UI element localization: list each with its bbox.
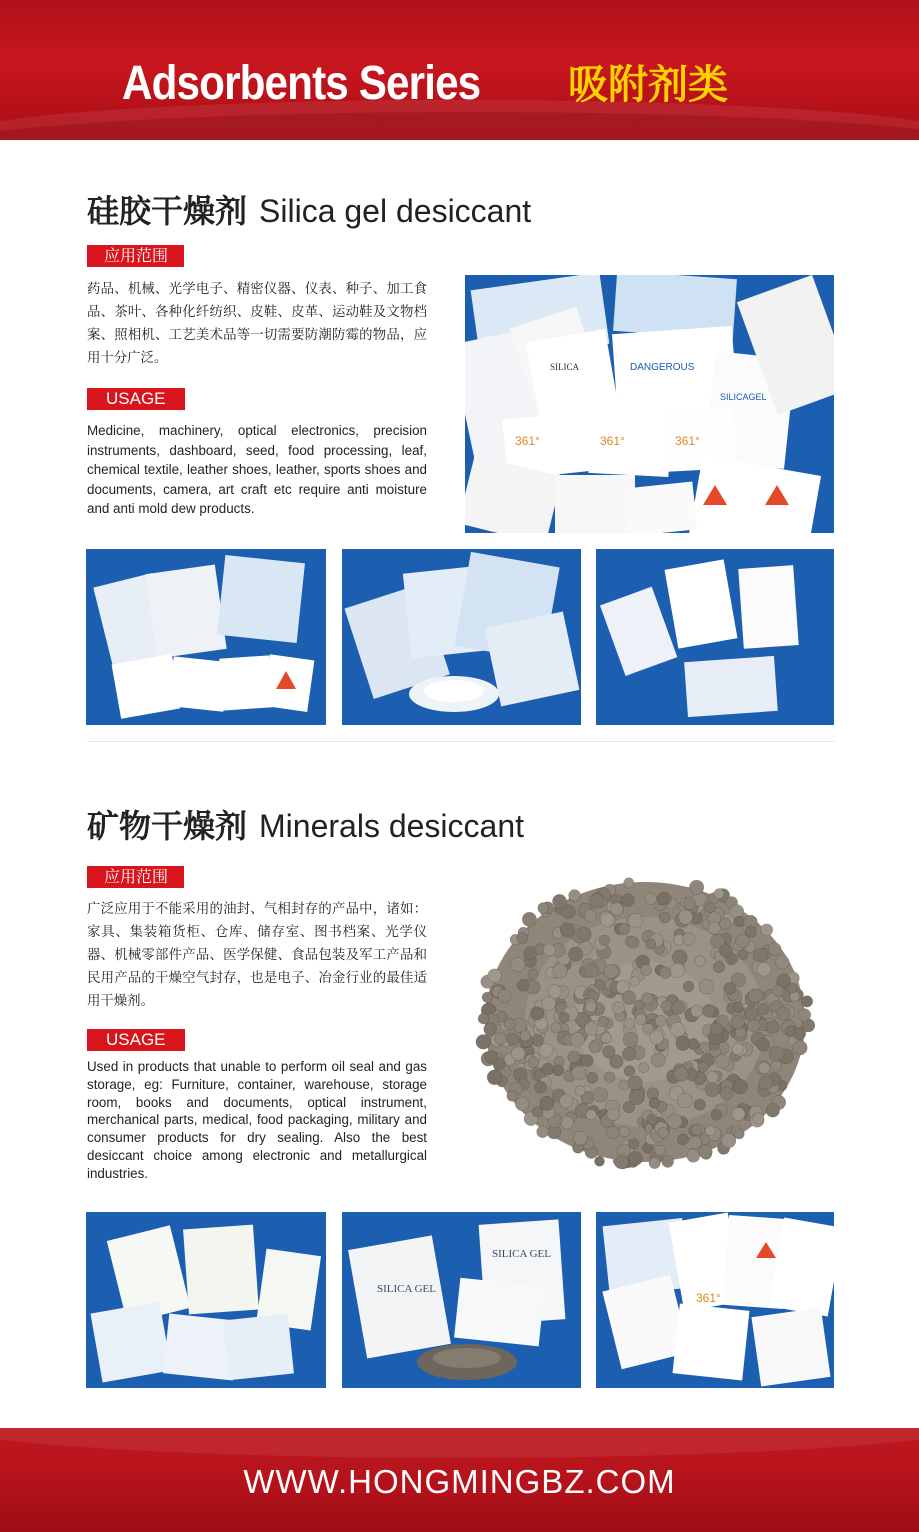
minerals-scope-tag: 应用范围 bbox=[87, 866, 184, 888]
clay-bead bbox=[711, 1110, 722, 1121]
clay-bead bbox=[766, 1021, 779, 1034]
svg-text:361°: 361° bbox=[600, 434, 625, 448]
clay-bead bbox=[604, 965, 618, 979]
clay-bead bbox=[570, 1033, 584, 1047]
clay-bead bbox=[644, 1024, 654, 1034]
clay-bead bbox=[777, 974, 790, 987]
clay-bead bbox=[599, 935, 610, 946]
clay-bead bbox=[627, 937, 639, 949]
clay-bead bbox=[659, 912, 670, 923]
clay-bead bbox=[478, 1013, 489, 1024]
clay-bead bbox=[695, 956, 706, 967]
clay-bead bbox=[747, 1019, 760, 1032]
clay-bead bbox=[661, 1000, 672, 1011]
svg-text:SILICA GEL: SILICA GEL bbox=[492, 1248, 551, 1260]
silica-usage-text: Medicine, machinery, optical electronics, precision instruments, dashboard, seed, food processing, leaf, chemical textile, leather shoes, leather, sports shoes and documents, camera, art craft etc require anti moisture and anti mold dew products. bbox=[87, 423, 427, 516]
clay-bead bbox=[623, 1032, 638, 1047]
svg-text:SILICA GEL: SILICA GEL bbox=[377, 1283, 436, 1295]
clay-bead bbox=[601, 1033, 612, 1044]
clay-bead bbox=[537, 1126, 549, 1138]
clay-bead bbox=[619, 1080, 629, 1090]
clay-bead bbox=[635, 1014, 646, 1025]
clay-bead bbox=[732, 1043, 744, 1055]
clay-bead bbox=[714, 889, 724, 899]
clay-bead bbox=[649, 1157, 660, 1168]
clay-bead bbox=[720, 1087, 733, 1100]
clay-bead bbox=[699, 1145, 713, 1159]
section-divider bbox=[87, 741, 834, 742]
clay-bead bbox=[539, 1044, 553, 1058]
clay-bead bbox=[757, 1038, 770, 1051]
clay-bead bbox=[560, 923, 574, 937]
clay-bead bbox=[568, 1051, 580, 1063]
clay-bead bbox=[595, 1156, 605, 1166]
clay-bead bbox=[670, 963, 685, 978]
clay-bead bbox=[572, 1066, 586, 1080]
minerals-section-title bbox=[87, 806, 524, 846]
clay-bead bbox=[624, 1066, 635, 1077]
clay-bead bbox=[485, 1050, 498, 1063]
clay-bead bbox=[641, 993, 653, 1005]
clay-bead bbox=[672, 1001, 685, 1014]
clay-bead bbox=[674, 1067, 688, 1081]
silica-title-en: Silica gel desiccant bbox=[259, 193, 532, 229]
clay-bead bbox=[724, 983, 736, 995]
clay-bead bbox=[768, 943, 781, 956]
clay-bead bbox=[569, 890, 581, 902]
clay-bead bbox=[607, 1126, 620, 1139]
svg-text:SILICA: SILICA bbox=[550, 362, 579, 372]
clay-bead bbox=[573, 1131, 587, 1145]
clay-bead bbox=[598, 1016, 609, 1027]
clay-bead bbox=[753, 948, 767, 962]
clay-bead bbox=[651, 1053, 665, 1067]
clay-bead bbox=[670, 1022, 685, 1037]
clay-bead bbox=[694, 1099, 705, 1110]
clay-bead bbox=[655, 1015, 666, 1026]
clay-bead bbox=[640, 964, 651, 975]
green-print-desiccant-bags-photo bbox=[86, 1212, 326, 1388]
clay-bead bbox=[621, 894, 634, 907]
clay-bead bbox=[705, 1083, 719, 1097]
clay-bead bbox=[600, 913, 614, 927]
clay-bead bbox=[687, 1149, 700, 1162]
clay-bead bbox=[540, 1096, 554, 1110]
clay-bead bbox=[614, 1155, 628, 1169]
clay-bead bbox=[672, 950, 687, 965]
clay-bead bbox=[761, 924, 773, 936]
clay-bead bbox=[647, 1114, 657, 1124]
clay-bead bbox=[517, 933, 528, 944]
clay-bead bbox=[683, 981, 694, 992]
clay-bead bbox=[559, 1012, 569, 1022]
clay-bead bbox=[507, 1033, 520, 1046]
clay-bead bbox=[585, 1002, 596, 1013]
silica-scope-text: 药品、机械、光学电子、精密仪器、仪表、种子、加工食品、茶叶、各种化纤纺织、皮鞋、皮革、运动鞋及文物档案、照相机、工艺美术品等一切需要防潮防霉的物品，应用十分广泛。 bbox=[87, 282, 427, 366]
mineral-clay-beads-photo bbox=[465, 862, 834, 1182]
clay-bead bbox=[733, 1003, 743, 1013]
clay-bead bbox=[716, 1054, 730, 1068]
clay-bead bbox=[532, 1035, 544, 1047]
clay-bead bbox=[511, 1047, 525, 1061]
clay-bead bbox=[731, 1016, 745, 1030]
clay-bead bbox=[581, 1055, 593, 1067]
clay-bead bbox=[734, 916, 744, 926]
clay-bead bbox=[630, 976, 640, 986]
clay-bead bbox=[732, 1108, 745, 1121]
clay-bead bbox=[543, 944, 555, 956]
clay-bead bbox=[766, 1104, 780, 1118]
clay-bead bbox=[482, 992, 492, 1002]
clay-bead bbox=[689, 1136, 702, 1149]
clay-bead bbox=[575, 1086, 585, 1096]
clay-bead bbox=[753, 1113, 764, 1124]
clay-bead bbox=[578, 928, 591, 941]
clay-bead bbox=[538, 903, 549, 914]
clay-bead bbox=[769, 1046, 784, 1061]
clay-bead bbox=[759, 1076, 773, 1090]
silica-gel-beads-photo bbox=[342, 549, 581, 725]
clay-bead bbox=[708, 922, 720, 934]
clay-bead bbox=[677, 1093, 692, 1108]
clay-bead bbox=[535, 1081, 547, 1093]
clay-bead bbox=[667, 1114, 682, 1129]
clay-bead bbox=[542, 997, 556, 1011]
clay-bead bbox=[655, 1145, 666, 1156]
clay-bead bbox=[517, 980, 529, 992]
clay-bead bbox=[689, 880, 703, 894]
footer-arc-decoration bbox=[0, 1428, 919, 1458]
white-desiccant-pouches-photo bbox=[596, 549, 834, 725]
clay-bead bbox=[531, 1007, 544, 1020]
clay-bead bbox=[495, 1033, 507, 1045]
clay-bead bbox=[629, 1090, 644, 1105]
clay-bead bbox=[619, 1126, 630, 1137]
clay-bead bbox=[639, 1063, 649, 1073]
clay-bead bbox=[510, 957, 525, 972]
clay-bead bbox=[612, 1002, 625, 1015]
clay-bead bbox=[487, 1070, 502, 1085]
clay-bead bbox=[691, 1005, 703, 1017]
clay-bead bbox=[584, 963, 598, 977]
clay-bead bbox=[624, 878, 634, 888]
clay-bead bbox=[679, 910, 693, 924]
svg-text:361°: 361° bbox=[696, 1291, 721, 1305]
clay-bead bbox=[542, 1063, 554, 1075]
silica-usage-tag: USAGE bbox=[87, 388, 185, 410]
clay-bead bbox=[721, 1133, 736, 1148]
clay-bead bbox=[793, 1027, 805, 1039]
clay-bead bbox=[507, 1091, 518, 1102]
clay-bead bbox=[520, 1030, 531, 1041]
page-title: Adsorbents Series bbox=[122, 57, 481, 110]
clay-bead bbox=[777, 1007, 790, 1020]
clay-bead bbox=[734, 1129, 744, 1139]
clay-bead bbox=[629, 1139, 639, 1149]
clay-bead bbox=[662, 1156, 674, 1168]
silica-scope-tag: 应用范围 bbox=[87, 245, 184, 267]
svg-text:361°: 361° bbox=[675, 434, 700, 448]
clay-bead bbox=[584, 910, 596, 922]
clay-bead bbox=[649, 1098, 660, 1109]
clay-bead bbox=[553, 894, 567, 908]
clay-bead bbox=[559, 1094, 573, 1108]
clay-bead bbox=[645, 893, 657, 905]
clay-bead bbox=[719, 944, 732, 957]
clay-bead bbox=[682, 933, 695, 946]
clay-bead bbox=[607, 1108, 620, 1121]
clay-bead bbox=[528, 969, 538, 979]
clay-bead bbox=[528, 1057, 539, 1068]
minerals-title-cn: 矿物干燥剂 bbox=[87, 807, 248, 845]
clay-bead bbox=[628, 1076, 642, 1090]
clay-bead bbox=[713, 962, 724, 973]
clay-bead bbox=[624, 1018, 635, 1029]
clay-bead bbox=[522, 912, 536, 926]
silica-gel-bags-photo bbox=[86, 549, 326, 725]
clay-bead bbox=[498, 990, 511, 1003]
clay-bead bbox=[584, 1022, 598, 1036]
clay-bead bbox=[720, 918, 731, 929]
clay-bead bbox=[684, 897, 696, 909]
clay-bead bbox=[611, 903, 624, 916]
silica-title-cn: 硅胶干燥剂 bbox=[87, 192, 248, 230]
clay-bead bbox=[484, 1023, 497, 1036]
clay-bead bbox=[590, 894, 604, 908]
clay-bead bbox=[476, 1035, 491, 1050]
clay-bead bbox=[551, 1022, 561, 1032]
minerals-usage-tag: USAGE bbox=[87, 1029, 185, 1051]
clay-bead bbox=[660, 967, 672, 979]
clay-bead bbox=[589, 1042, 600, 1053]
silica-bags-with-clay-photo bbox=[342, 1212, 581, 1388]
clay-bead bbox=[618, 923, 629, 934]
clay-bead bbox=[759, 1062, 770, 1073]
minerals-scope-text: 广泛应用于不能采用的油封、气相封存的产品中，诸如：家具、集装箱货柜、仓库、储存室、图书档案、光学仪器、机械零部件产品、医学保健、食品包装及军工产品和民用产品的干燥空气封存，也是电子、冶金行业的最佳适用干燥剂。 bbox=[87, 902, 427, 1009]
clay-bead bbox=[698, 1062, 709, 1073]
clay-bead bbox=[705, 903, 715, 913]
clay-bead bbox=[775, 955, 789, 969]
clay-bead bbox=[657, 894, 668, 905]
clay-bead bbox=[733, 1079, 748, 1094]
clay-bead bbox=[699, 979, 714, 994]
clay-bead bbox=[593, 1088, 608, 1103]
svg-text:DANGEROUS: DANGEROUS bbox=[630, 362, 695, 373]
clay-bead bbox=[561, 1116, 574, 1129]
clay-bead bbox=[587, 1072, 598, 1083]
clay-bead bbox=[623, 1047, 636, 1060]
clay-bead bbox=[757, 1003, 769, 1015]
clay-bead bbox=[801, 996, 812, 1007]
svg-text:SILICAGEL: SILICAGEL bbox=[720, 392, 767, 402]
clay-bead bbox=[548, 985, 562, 999]
silica-section-title bbox=[87, 191, 531, 231]
assorted-desiccant-labels-photo bbox=[596, 1212, 834, 1388]
clay-bead bbox=[622, 991, 636, 1005]
clay-bead bbox=[748, 989, 762, 1003]
page-title-cn: 吸附剂类 bbox=[568, 62, 728, 108]
silica-gel-packets-photo bbox=[465, 275, 834, 533]
clay-bead bbox=[691, 1124, 702, 1135]
minerals-usage-text: Used in products that unable to perform oil seal and gas storage, eg: Furniture, container, warehouse, storage room, books and documents, optical instrument, merchanical parts, medical, food packaging, military and consumer products for dry sealing. Also the best desiccant choice among electronic and metallurgical industries. bbox=[87, 1059, 427, 1181]
clay-bead bbox=[515, 1097, 529, 1111]
clay-bead bbox=[610, 1055, 623, 1068]
website-link[interactable]: WWW.HONGMINGBZ.COM bbox=[243, 1463, 676, 1500]
clay-bead bbox=[553, 1065, 564, 1076]
clay-bead bbox=[553, 964, 568, 979]
clay-bead bbox=[586, 1110, 596, 1120]
minerals-title-en: Minerals desiccant bbox=[259, 808, 525, 844]
clay-bead bbox=[604, 1072, 615, 1083]
clay-bead bbox=[658, 1127, 669, 1138]
clay-bead bbox=[793, 1040, 808, 1055]
clay-bead bbox=[735, 934, 749, 948]
clay-bead bbox=[771, 1060, 782, 1071]
clay-bead bbox=[488, 969, 502, 983]
clay-bead bbox=[798, 1009, 811, 1022]
clay-bead bbox=[757, 962, 771, 976]
svg-text:361°: 361° bbox=[515, 434, 540, 448]
clay-bead bbox=[629, 1151, 643, 1165]
clay-bead bbox=[532, 1107, 542, 1117]
clay-bead bbox=[703, 1004, 716, 1017]
clay-bead bbox=[628, 913, 643, 928]
clay-bead bbox=[676, 1036, 690, 1050]
clay-bead bbox=[646, 939, 656, 949]
clay-bead bbox=[569, 947, 583, 961]
clay-bead bbox=[677, 1134, 688, 1145]
clay-bead bbox=[744, 1006, 758, 1020]
clay-bead bbox=[705, 1125, 716, 1136]
clay-bead bbox=[730, 905, 744, 919]
clay-bead bbox=[700, 1042, 710, 1052]
clay-bead bbox=[710, 1023, 722, 1035]
